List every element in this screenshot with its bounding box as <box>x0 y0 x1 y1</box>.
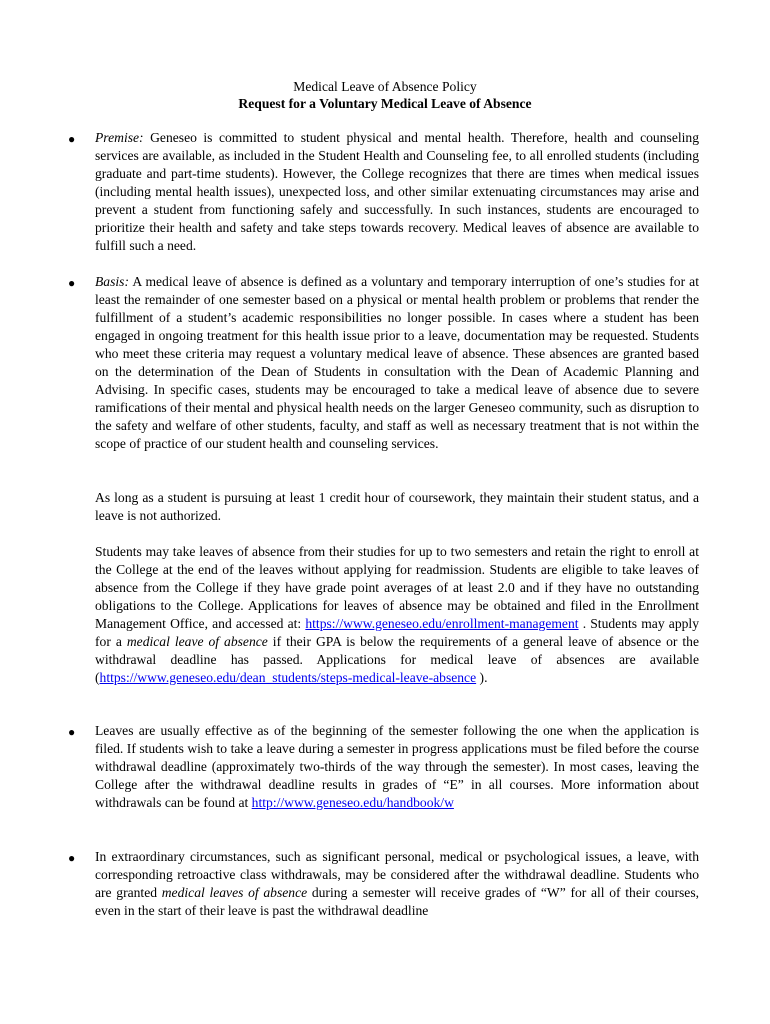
premise-text: Geneseo is committed to student physical and mental health. Therefore, health and counseling services are available, as included in the Student Health and Counseling fee, to all enrolled students (including graduate and part-time students). However, the College recognizes that there are times when medical issues (including mental health issues), unexpected loss, and other similar extenuating circumstances may arise and prevent a student from functioning safely and successfully. In such instances, students are encouraged to prioritize their health and safety and take steps towards recovery. Medical leaves of absence are available to fulfill such a need. <box>95 130 699 253</box>
premise-label: Premise: <box>95 130 144 145</box>
student-status-paragraph: As long as a student is pursuing at least 1 credit hour of coursework, they maintain their student status, and a leave is not authorized. <box>95 490 699 523</box>
document-subtitle: Request for a Voluntary Medical Leave of Absence <box>238 96 532 111</box>
effective-text: Leaves are usually effective as of the beginning of the semester following the one when the application is filed. If students wish to take a leave during a semester in progress applications must be filed before the course withdrawal deadline (approximately two-thirds of the way through the semester). In most cases, leaving the College after the withdrawal deadline results in grades of “E” in all courses. More information about withdrawals can be found at <box>95 723 699 810</box>
bullet-icon: ● <box>68 276 76 290</box>
medical-leave-steps-link[interactable]: https://www.geneseo.edu/dean_students/steps-medical-leave-absence <box>99 670 477 685</box>
document-title: Medical Leave of Absence Policy <box>293 79 477 94</box>
extraordinary-text-b: during a semester will receive grades of “W” for all of their courses, even in the start of their leave is past the withdrawal deadline <box>95 885 700 918</box>
medical-leave-emphasis: medical leave of absence <box>126 634 268 649</box>
effective-date-paragraph <box>95 722 699 812</box>
extraordinary-circumstances-paragraph <box>95 848 699 920</box>
extraordinary-text-a: In extraordinary circumstances, such as significant personal, medical or psychological issues, a leave, with corresponding retroactive class withdrawals, may be considered after the withdrawal deadline. Students who are granted <box>95 849 699 900</box>
basis-text: A medical leave of absence is defined as a voluntary and temporary interruption of one’s studies for at least the remainder of one semester based on a physical or mental health problem or problems that render the fulfillment of a student’s academic responsibilities no longer possible. In cases where a student has been engaged in ongoing treatment for this health issue prior to a leave, documentation may be requested. Students who meet these criteria may request a voluntary medical leave of absence. These absences are granted based on the determination of the Dean of Students in consultation with the Dean of Academic Planning and Advising. In specific cases, students may be encouraged to take a medical leave of absence due to severe ramifications of their mental and physical health needs on the larger Geneseo community, such as disruption to the safety and welfare of other students, faculty, and staff as well as necessary treatment that is not within the scope of practice of our student health and counseling services. <box>95 274 699 451</box>
bullet-icon: ● <box>68 851 76 865</box>
leave-text-a: Students may take leaves of absence from their studies for up to two semesters and retain the right to enroll at the College at the end of the leaves without applying for readmission. Students are eligible to take leaves of absence from the College if they have grade point averages of at least 2.0 and if they have no outstanding obligations to the College. Applications for leaves of absence may be obtained and filed in the Enrollment Management Office, and accessed at: <box>95 544 699 631</box>
premise-paragraph <box>95 129 699 255</box>
medical-leaves-emphasis: medical leaves of absence <box>161 885 308 900</box>
enrollment-management-link[interactable]: https://www.geneseo.edu/enrollment-management <box>305 616 579 631</box>
leave-text-d: ). <box>476 670 488 685</box>
basis-label: Basis: <box>95 274 129 289</box>
leave-text-c: if their GPA is below the requirements of a general leave of absence or the withdrawal deadline has passed. Applications for medical leave of absences are available ( <box>95 634 699 685</box>
basis-paragraph <box>95 273 699 453</box>
handbook-withdrawal-link[interactable]: http://www.geneseo.edu/handbook/w <box>251 795 454 810</box>
bullet-icon: ● <box>68 132 76 146</box>
leave-of-absence-paragraph <box>95 543 699 687</box>
leave-text-b: . Students may apply for a <box>95 616 699 649</box>
bullet-icon: ● <box>68 725 76 739</box>
